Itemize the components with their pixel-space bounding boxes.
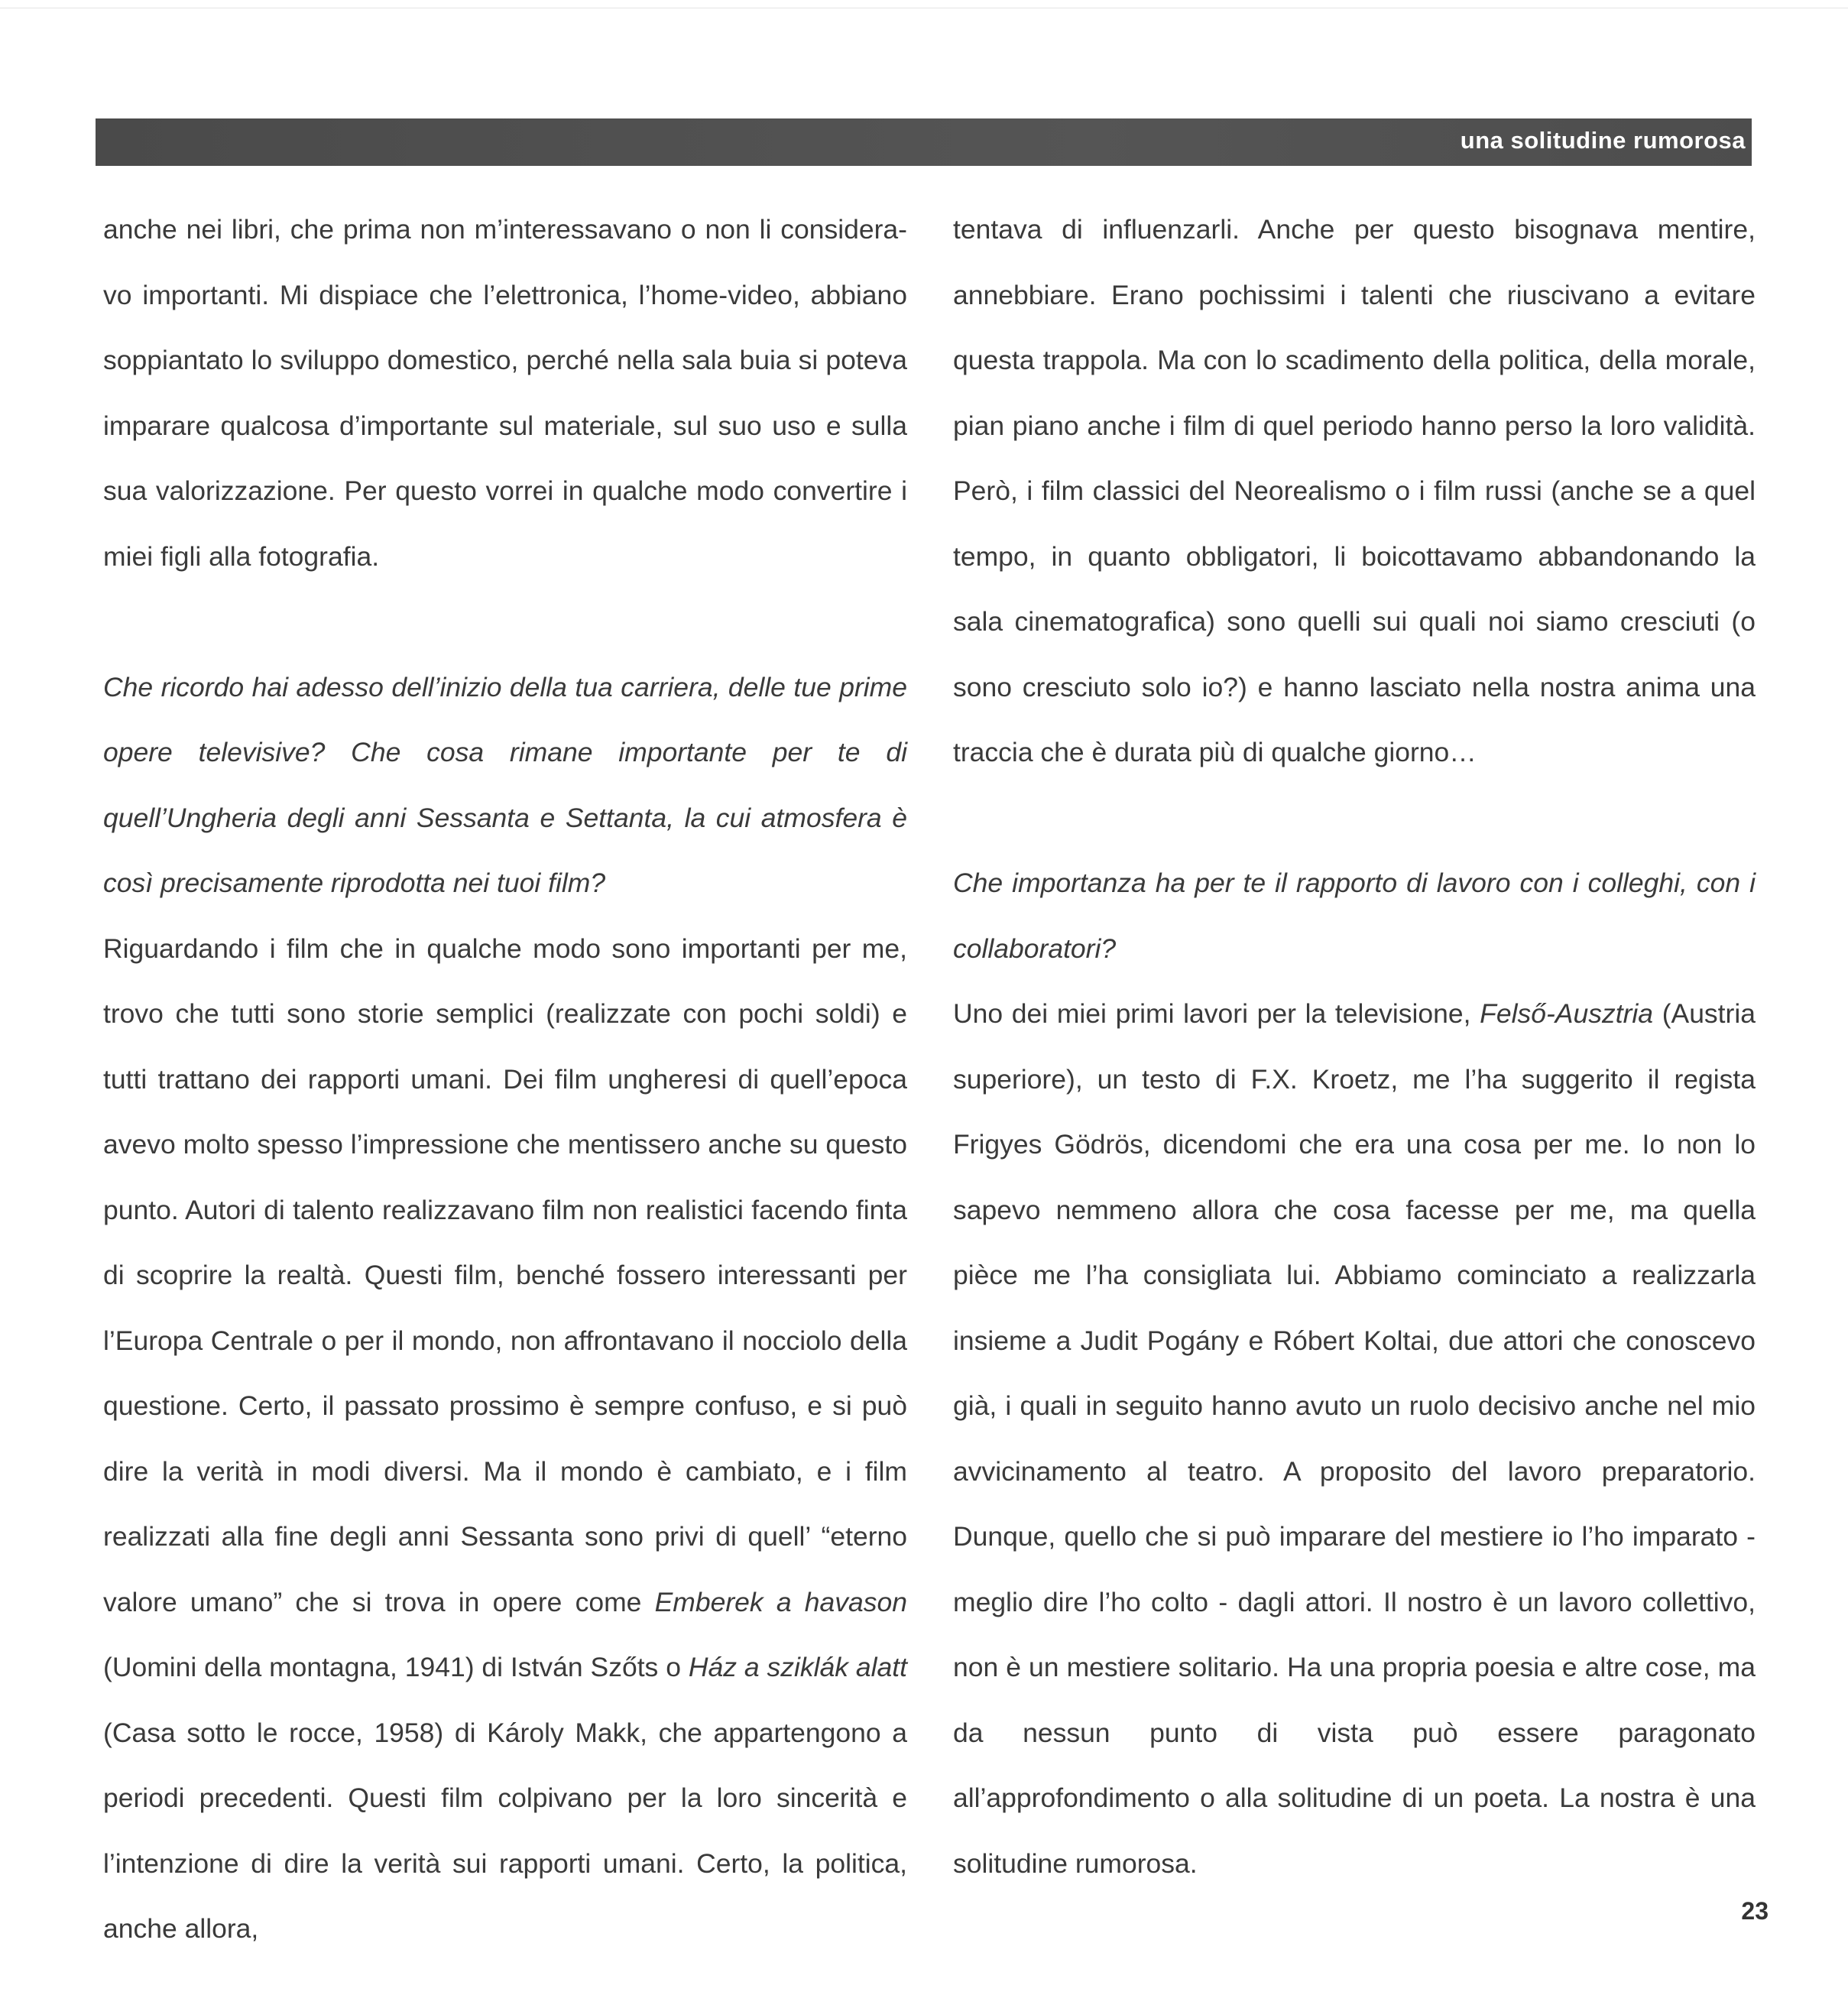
text-run: (Austria superiore), un testo di F.X. Kroetz, me l’ha suggerito il regista Frigyes Gödrös, dicendomi che era una cosa per me. Io non lo sapevo nemmeno allora che cosa facesse per me, ma quella pièce me l’ha consigliata lui. Abbiamo cominciato a realizzarla insieme a Judit Pogány e Róbert Koltai, due attori che conoscevo già, i quali in seguito hanno avuto un ruolo decisivo anche nel mio avvicinamento al teatro. A proposito del lavoro preparatorio. Dunque, quello che si può imparare del mestiere io l’ho imparato - meglio dire l’ho colto - dagli attori. Il nostro è un lavoro collettivo, non è un mestiere solitario. Ha una propria poesia e altre cose, ma da nessun punto di vista può essere paragonato all’approfondimento o alla solitudine di un poeta. La nostra è una solitudine rumorosa. (953, 998, 1756, 1879)
text-run: Riguardando i film che in qualche modo sono importanti per me, trovo che tutti sono storie semplici (realizzate con pochi soldi) e tutti trattano dei rapporti umani. Dei film ungheresi di quell’epoca avevo molto spesso l’impressione che mentissero anche su questo punto. Autori di talento realizzavano film non realistici facendo finta di scoprire la realtà. Questi film, benché fossero interessanti per l’Europa Centrale o per il mondo, non affrontavano il nocciolo della questione. Certo, il passato prossimo è sempre confuso, e si può dire la verità in modi diversi. Ma il mondo è cambiato, e i film realizzati alla fine degli anni Sessanta sono privi di quell’ “eterno valore umano” che si trova in opere come (103, 933, 907, 1617)
interview-question: Che ricordo hai adesso dell’inizio della tua carriera, delle tue prime opere televisive? Che cosa rimane importante per te di quell’Ungheria degli anni Sessanta e Settanta, la cui atmosfera è così precisamente riprodotta nei tuoi film? (103, 671, 907, 898)
text-run: Uno dei miei primi lavori per la televisione, (953, 998, 1480, 1029)
running-header-title: una solitudine rumorosa (1460, 127, 1746, 154)
paragraph: tentava di influenzarli. Anche per questo bisognava mentire, annebbiare. Erano pochissimi i talenti che riuscivano a evitare questa trappola. Ma con lo scadimento della politica, della morale, pian piano anche i film di quel periodo hanno perso la loro validità. Però, i film classici del Neorealismo o i film russi (anche se a quel tempo, in quanto obbligatori, li boicottavamo abbandonando la sala cinematografica) sono quelli sui quali noi siamo cresciuti (o sono cresciuto solo io?) e hanno lasciato nella nostra anima una traccia che è durata più di qualche giorno… (953, 214, 1756, 767)
text-run: (Uomini della montagna, 1941) di István Szőts o (103, 1652, 689, 1682)
running-header-bar (96, 118, 1752, 166)
right-column (953, 197, 1756, 1896)
interview-question: Che importanza ha per te il rapporto di lavoro con i colleghi, con i collaboratori? (953, 868, 1756, 964)
film-title: Emberek a havason (654, 1586, 907, 1617)
paragraph (953, 981, 1756, 1896)
text-run: (Casa sotto le rocce, 1958) di Károly Makk, che appartengono a periodi precedenti. Questi film colpivano per la loro sincerità e l’intenzione di dire la verità sui rapporti umani. Certo, la politica, anche allora, (103, 1717, 907, 1944)
paragraph (103, 916, 907, 1962)
paragraph-gap (953, 786, 1756, 852)
left-column (103, 197, 907, 1962)
paragraph-gap (103, 589, 907, 655)
page-number: 23 (1741, 1897, 1769, 1925)
paragraph: anche nei libri, che prima non m’interessavano o non li consideravo importanti. Mi dispiace che l’elettronica, l’home-video, abbiano soppiantato lo sviluppo domestico, perché nella sala buia si poteva imparare qualcosa d’importante sul materiale, sul suo uso e sulla sua valorizzazione. Per questo vorrei in qualche modo convertire i miei figli alla fotografia. (103, 214, 907, 572)
film-title: Ház a sziklák alatt (688, 1652, 908, 1682)
work-title: Felső-Ausztria (1480, 998, 1654, 1029)
